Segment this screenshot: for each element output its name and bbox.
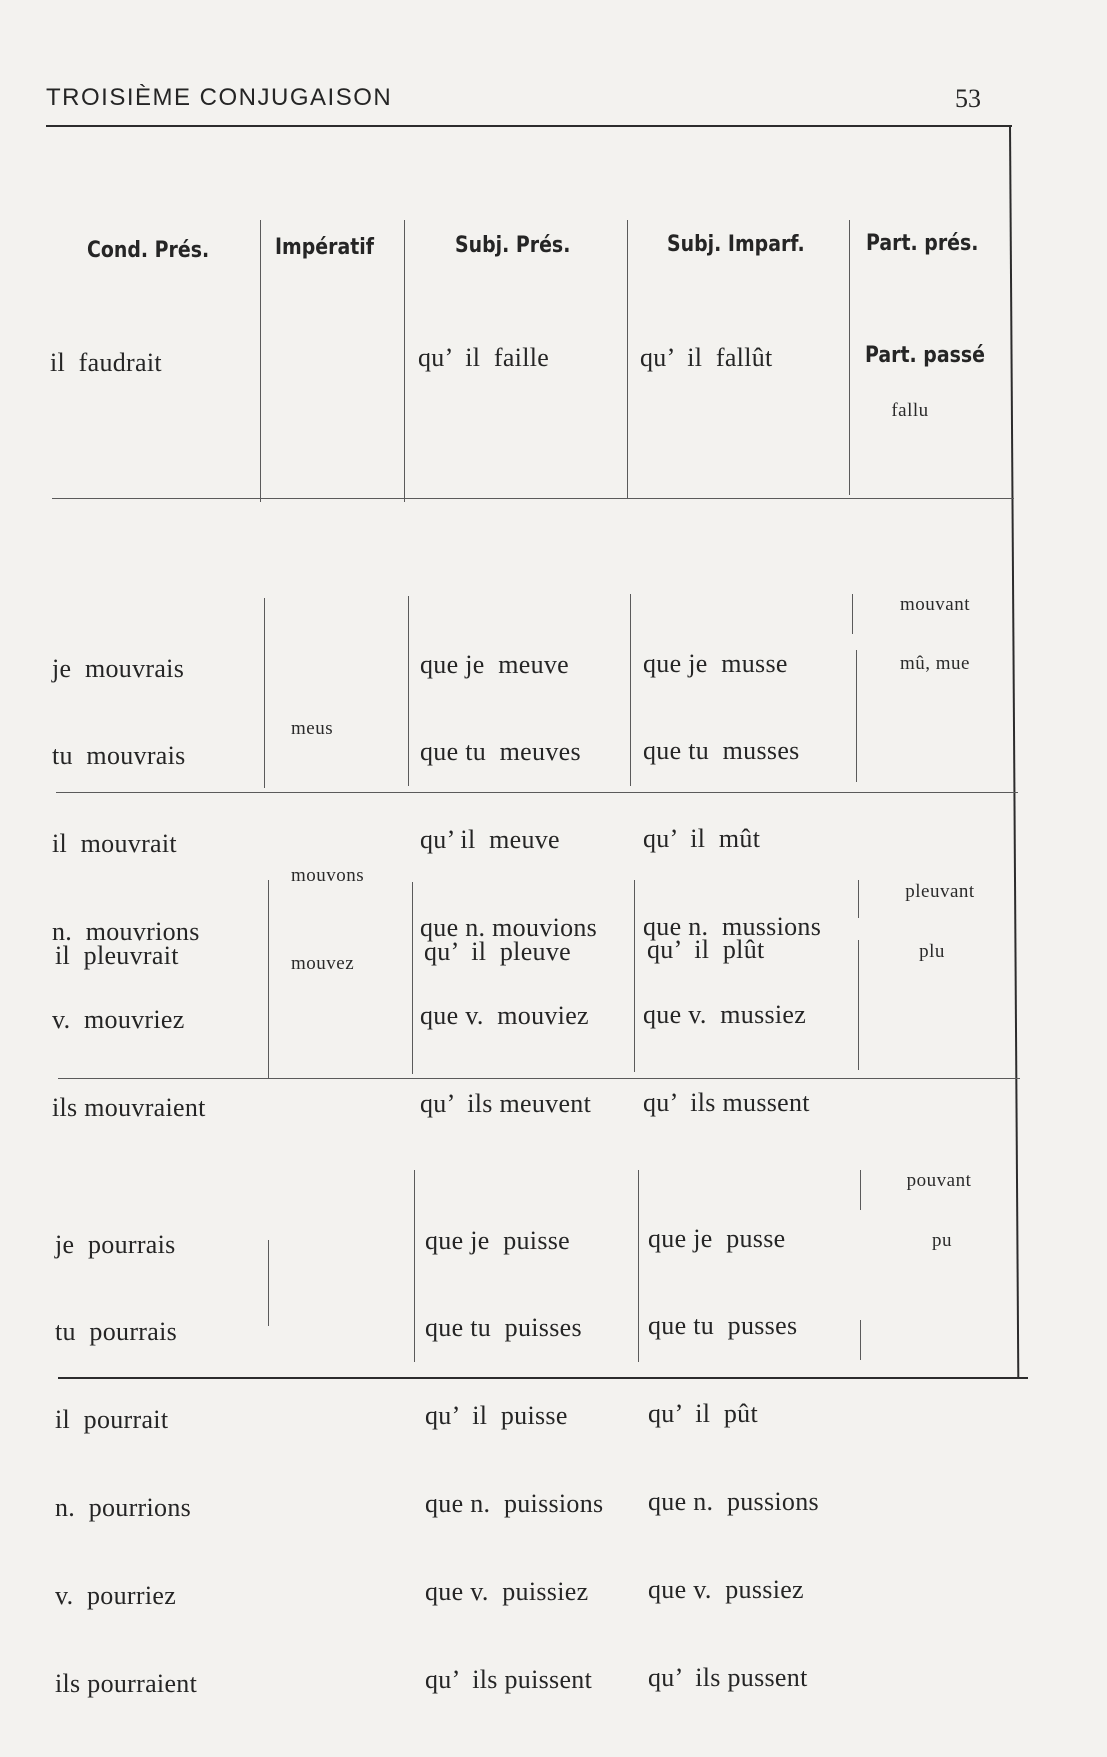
subj-pres-line: que v. puissiez [425,1577,589,1607]
header-imperatif: Impératif [275,235,374,260]
cond-pres-line: n. mouvrions [52,917,200,947]
part-pres-form: pouvant [906,1170,972,1191]
cond-pres-line: ils mouvraient [52,1093,206,1123]
subj-imparf-forms [643,590,821,1176]
column-rule [634,880,635,1072]
cond-pres-form: il pleuvrait [55,941,179,970]
subj-imparf-line: que n. pussions [648,1487,819,1517]
header-part-passe: Part. passé [865,343,985,368]
cond-pres-form: il faudrait [50,348,162,377]
subj-pres-line: que tu meuves [420,737,581,767]
column-rule [260,220,261,502]
subj-imparf-line: qu’ il mût [643,824,761,854]
cond-pres-line: il mouvrait [52,829,177,859]
subj-imparf-line: que je musse [643,648,788,678]
part-passe-form: fallu [891,400,929,421]
header-subj-imparf: Subj. Imparf. [667,232,805,257]
subj-imparf-line: que n. mussions [643,912,822,942]
column-rule [408,596,409,786]
column-rule [849,220,850,495]
row-divider [52,498,1014,499]
subj-pres-form: qu’ il faille [418,343,550,372]
column-rule [268,1240,269,1326]
header-part-pres: Part. prés. [866,231,979,256]
part-pres-form: mouvant [900,594,970,615]
subj-imparf-line: qu’ ils mussent [643,1088,810,1118]
cond-pres-line: tu mouvrais [52,741,186,771]
subj-pres-form: qu’ il pleuve [424,937,571,966]
cond-pres-forms [55,1171,197,1757]
subj-pres-forms [425,1167,603,1753]
cond-pres-line: ils pourraient [55,1669,198,1699]
table-right-rule [1009,125,1019,1377]
column-rule [268,880,269,1078]
cond-pres-line: je pourrais [55,1229,176,1259]
column-rule [856,650,857,782]
cond-pres-line: v. pourriez [55,1581,177,1611]
subj-imparf-line: que v. mussiez [643,1000,807,1030]
subj-imparf-line: que tu musses [643,736,800,766]
column-rule [638,1170,639,1362]
header-cond-pres: Cond. Prés. [87,238,210,263]
subj-pres-line: que n. puissions [425,1489,604,1519]
subj-pres-forms [420,591,597,1177]
subj-imparf-line: que v. pussiez [648,1575,804,1605]
subj-imparf-line: qu’ ils pussent [648,1663,808,1693]
column-rule [404,220,405,502]
column-rule [414,1170,415,1362]
cond-pres-line: tu pourrais [55,1317,178,1347]
column-rule [630,594,631,786]
running-title: TROISIÈME CONJUGAISON [46,84,393,111]
page-number: 53 [955,84,981,113]
table-top-rule [46,125,1012,127]
cond-pres-forms [52,595,206,1181]
column-rule [858,880,859,918]
subj-pres-line: qu’ ils puissent [425,1665,593,1695]
subj-pres-line: que je meuve [420,649,570,679]
subj-imparf-line: que je pusse [648,1223,786,1253]
cond-pres-line: il pourrait [55,1405,169,1435]
column-rule [860,1320,861,1360]
subj-pres-line: que n. mouvions [420,913,598,943]
part-passe-form: mû, mue [900,653,970,674]
column-rule [860,1170,861,1210]
subj-imparf-form: qu’ il plût [647,935,765,964]
column-rule [852,594,853,634]
cond-pres-line: v. mouvriez [52,1005,185,1035]
subj-pres-line: que je puisse [425,1225,571,1255]
subj-imparf-forms [648,1165,819,1751]
imperatif-line: mouvons [291,864,365,886]
imperatif-line: meus [291,718,334,740]
column-rule [627,220,628,498]
imperatif-line: mouvez [291,952,355,974]
column-rule [858,940,859,1070]
subj-pres-line: qu’ ils meuvent [420,1089,592,1119]
subj-pres-line: qu’ il meuve [420,825,560,855]
cond-pres-line: je mouvrais [52,653,185,683]
column-rule [264,598,265,788]
subj-imparf-line: qu’ il pût [648,1399,758,1429]
subj-pres-line: que v. mouviez [420,1001,589,1031]
column-rule [412,882,413,1074]
subj-pres-line: qu’ il puisse [425,1401,568,1431]
subj-imparf-line: que tu pusses [648,1311,798,1341]
subj-imparf-form: qu’ il fallût [640,343,773,372]
subj-pres-line: que tu puisses [425,1313,582,1343]
part-passe-form: pu [932,1230,952,1251]
header-subj-pres: Subj. Prés. [455,233,571,258]
imperatif-forms [291,597,364,1036]
cond-pres-line: n. pourrions [55,1493,192,1523]
part-pres-form: pleuvant [905,881,975,902]
part-passe-form: plu [919,941,945,962]
